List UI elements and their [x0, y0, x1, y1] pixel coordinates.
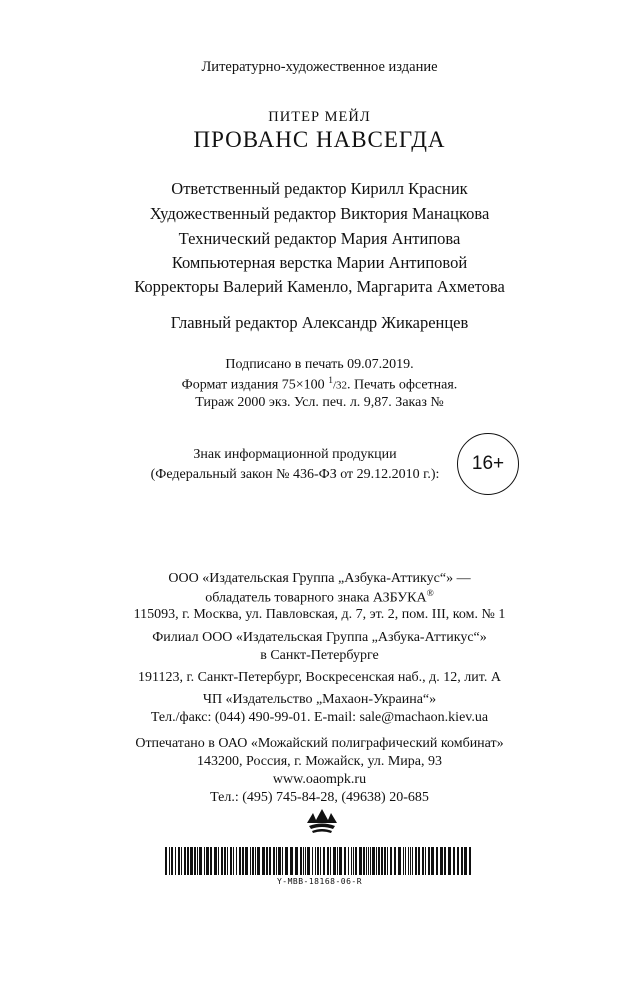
format-line: Формат издания 75×100 $^1$/32. Печать офсетная. — [181, 376, 458, 393]
branch-address: 191123, г. Санкт-Петербург, Воскресенская наб., д. 12, лит. А — [138, 670, 501, 685]
registered-mark: ® — [426, 589, 434, 599]
info-sign-law: (Федеральный закон № 436-ФЗ от 29.12.2010 г.): — [150, 467, 440, 482]
format-frac-den: 32 — [336, 379, 347, 392]
author-name: ПИТЕР МЕЙЛ — [268, 109, 371, 125]
genre-label: Литературно-художественное издание — [201, 59, 438, 75]
book-title: ПРОВАНС НАВСЕГДА — [193, 127, 446, 152]
printer-website: www.oaompk.ru — [272, 772, 367, 787]
barcode-number: Y-MBB-18168-06-R — [276, 877, 363, 886]
info-sign-label: Знак информационной продукции — [193, 447, 397, 462]
credit-layout: Компьютерная верстка Марии Антиповой — [171, 253, 468, 272]
publisher-crown-logo-icon — [305, 806, 339, 836]
credit-proofreaders: Корректоры Валерий Каменло, Маргарита Ахметова — [134, 277, 505, 296]
format-prefix: Формат издания 75×100 — [181, 377, 329, 393]
format-suffix: . Печать офсетная. — [347, 377, 458, 393]
publisher-trademark-text: обладатель товарного знака АЗБУКА — [205, 590, 427, 606]
credit-art-editor: Художественный редактор Виктория Манацкова — [149, 204, 490, 223]
branch-city: в Санкт-Петербурге — [260, 648, 379, 663]
print-run: Тираж 2000 экз. Усл. печ. л. 9,87. Заказ № — [195, 395, 444, 410]
publisher-trademark — [0, 589, 639, 607]
ukraine-publisher: ЧП «Издательство „Махаон-Украина“» — [202, 692, 437, 707]
publisher-address: 115093, г. Москва, ул. Павловская, д. 7, эт. 2, пом. III, ком. № 1 — [133, 607, 506, 622]
branch-name: Филиал ООО «Издательская Группа „Азбука-Аттикус“» — [152, 630, 487, 645]
chief-editor: Главный редактор Александр Жикаренцев — [170, 313, 469, 332]
format-frac-num: 1 — [328, 376, 333, 386]
credit-responsible-editor: Ответственный редактор Кирилл Красник — [171, 179, 468, 198]
age-rating-badge — [457, 433, 519, 495]
printer-name: Отпечатано в ОАО «Можайский полиграфический комбинат» — [135, 736, 504, 751]
credit-tech-editor: Технический редактор Мария Антипова — [178, 229, 461, 248]
barcode-icon — [165, 847, 471, 875]
publisher-name: ООО «Издательская Группа „Азбука-Аттикус“» — — [168, 571, 471, 586]
printer-address: 143200, Россия, г. Можайск, ул. Мира, 93 — [197, 754, 442, 769]
age-rating-text: 16+ — [471, 453, 505, 474]
printer-phones: Тел.: (495) 745-84-28, (49638) 20-685 — [210, 790, 429, 805]
ukraine-contacts: Тел./факс: (044) 490-99-01. E-mail: sale@machaon.kiev.ua — [150, 710, 489, 725]
signed-date: Подписано в печать 09.07.2019. — [225, 357, 414, 372]
